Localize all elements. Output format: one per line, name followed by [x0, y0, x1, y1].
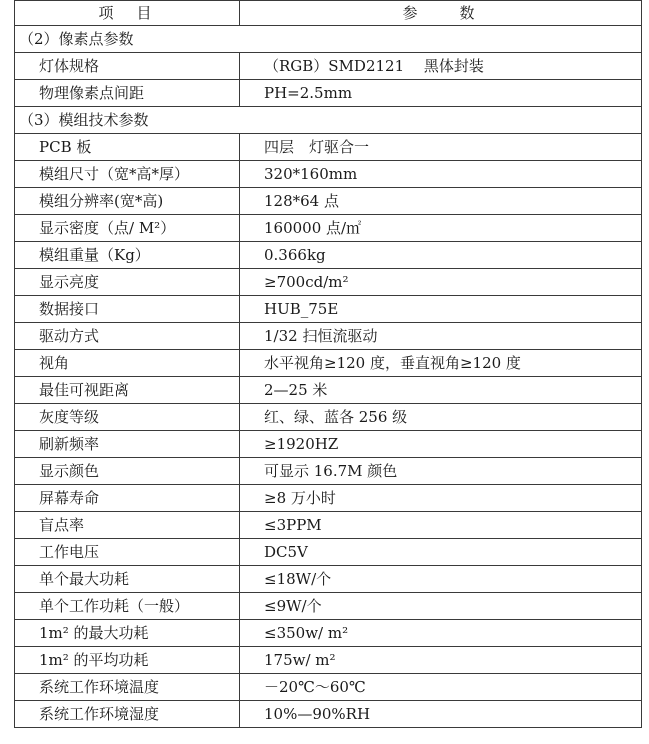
table-row — [15, 161, 642, 188]
table-row — [15, 80, 642, 107]
param-name: 模组尺寸（宽*高*厚） — [15, 161, 240, 188]
table-row — [15, 323, 642, 350]
param-value: ≥8 万小时 — [240, 485, 642, 512]
table-row — [15, 53, 642, 80]
param-value: 10%—90%RH — [240, 701, 642, 728]
header-param: 参 数 — [240, 1, 642, 26]
header-row — [15, 1, 642, 26]
table-row — [15, 350, 642, 377]
param-value: 160000 点/㎡ — [240, 215, 642, 242]
section-title: （3）模组技术参数 — [15, 107, 642, 134]
param-value: ≤350w/ m² — [240, 620, 642, 647]
param-name: 1m² 的平均功耗 — [15, 647, 240, 674]
header-item: 项 目 — [15, 1, 240, 26]
table-row — [15, 674, 642, 701]
param-name: 屏幕寿命 — [15, 485, 240, 512]
table-row — [15, 188, 642, 215]
spec-table-body — [15, 1, 642, 728]
param-value: －20℃～60℃ — [240, 674, 642, 701]
param-value: （RGB）SMD2121 黑体封装 — [240, 53, 642, 80]
spec-table — [14, 0, 642, 728]
table-row — [15, 647, 642, 674]
table-row — [15, 404, 642, 431]
param-name: 最佳可视距离 — [15, 377, 240, 404]
param-name: 1m² 的最大功耗 — [15, 620, 240, 647]
param-name: 单个工作功耗（一般） — [15, 593, 240, 620]
table-row — [15, 215, 642, 242]
table-row — [15, 485, 642, 512]
param-value: HUB_75E — [240, 296, 642, 323]
param-value: 128*64 点 — [240, 188, 642, 215]
table-row — [15, 134, 642, 161]
param-value: 可显示 16.7M 颜色 — [240, 458, 642, 485]
param-name: 单个最大功耗 — [15, 566, 240, 593]
table-row — [15, 620, 642, 647]
param-value: DC5V — [240, 539, 642, 566]
param-name: 显示颜色 — [15, 458, 240, 485]
param-value: 175w/ m² — [240, 647, 642, 674]
param-value: ≤18W/个 — [240, 566, 642, 593]
table-row — [15, 269, 642, 296]
param-name: 视角 — [15, 350, 240, 377]
param-name: 显示亮度 — [15, 269, 240, 296]
table-row — [15, 242, 642, 269]
section-title: （2）像素点参数 — [15, 26, 642, 53]
param-name: 驱动方式 — [15, 323, 240, 350]
param-value: 1/32 扫恒流驱动 — [240, 323, 642, 350]
param-value: 水平视角≥120 度，垂直视角≥120 度 — [240, 350, 642, 377]
param-value: ≥700cd/m² — [240, 269, 642, 296]
section-row — [15, 26, 642, 53]
param-value: PH=2.5mm — [240, 80, 642, 107]
table-row — [15, 539, 642, 566]
table-row — [15, 296, 642, 323]
param-name: 数据接口 — [15, 296, 240, 323]
table-row — [15, 566, 642, 593]
param-name: 系统工作环境温度 — [15, 674, 240, 701]
param-value: 红、绿、蓝各 256 级 — [240, 404, 642, 431]
param-name: 灰度等级 — [15, 404, 240, 431]
param-value: 四层 灯驱合一 — [240, 134, 642, 161]
param-name: PCB 板 — [15, 134, 240, 161]
param-name: 模组分辨率(宽*高) — [15, 188, 240, 215]
param-name: 系统工作环境湿度 — [15, 701, 240, 728]
param-value: ≤9W/个 — [240, 593, 642, 620]
param-name: 显示密度（点/ M²） — [15, 215, 240, 242]
param-name: 物理像素点间距 — [15, 80, 240, 107]
param-value: 320*160mm — [240, 161, 642, 188]
param-value: ≥1920HZ — [240, 431, 642, 458]
table-row — [15, 377, 642, 404]
section-row — [15, 107, 642, 134]
table-row — [15, 701, 642, 728]
param-name: 工作电压 — [15, 539, 240, 566]
param-name: 灯体规格 — [15, 53, 240, 80]
table-row — [15, 512, 642, 539]
param-name: 模组重量（Kg） — [15, 242, 240, 269]
param-value: 0.366kg — [240, 242, 642, 269]
param-value: 2—25 米 — [240, 377, 642, 404]
table-row — [15, 593, 642, 620]
table-row — [15, 458, 642, 485]
table-row — [15, 431, 642, 458]
param-value: ≤3PPM — [240, 512, 642, 539]
param-name: 刷新频率 — [15, 431, 240, 458]
param-name: 盲点率 — [15, 512, 240, 539]
